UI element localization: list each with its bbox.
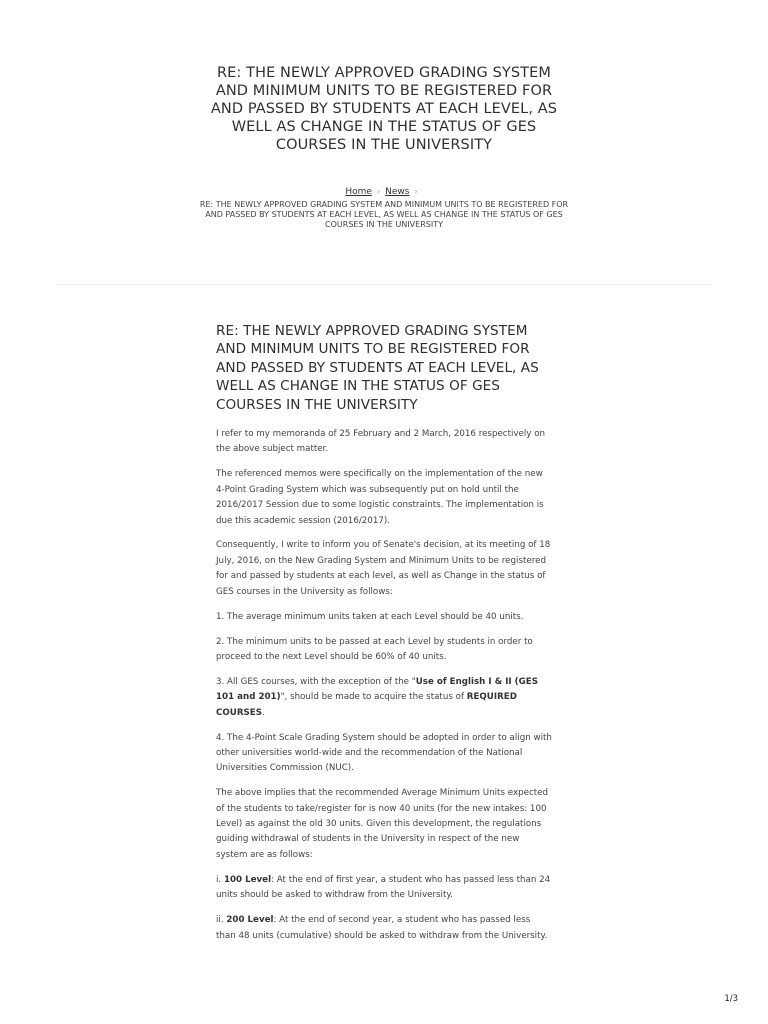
article-paragraph: I refer to my memoranda of 25 February and 2 March, 2016 respectively on the above subject matter.	[216, 429, 546, 455]
article-paragraph: The referenced memos were specifically on the implementation of the new 4-Point Grading System which was subsequently put on hold until the 2016/2017 Session due to some logistic constraints. The implementation is due this academic session (2016/2017).	[216, 469, 544, 526]
rule-numeral: ii.	[216, 915, 227, 926]
withdrawal-rule-200-level	[216, 913, 552, 944]
list-item-2: 2. The minimum units to be passed at each Level by students in order to proceed to the next Level should be 60% of 40 units.	[216, 636, 533, 662]
breadcrumb-links	[190, 186, 578, 198]
article-paragraph: Consequently, I write to inform you of Senate's decision, at its meeting of 18 July, 2016, on the New Grading System and Minimum Units to be registered for and passed by students at each level, as well as Change in the status of GES courses in the University as follows:	[216, 540, 551, 597]
ges-course-name: Use of English I & II (GES 101 and 201)	[216, 676, 538, 703]
rule-numeral: i.	[216, 874, 224, 885]
breadcrumb-current: RE: THE NEWLY APPROVED GRADING SYSTEM AND MINIMUM UNITS TO BE REGISTERED FOR AND PASSED BY STUDENTS AT EACH LEVEL, AS WELL AS CHANGE IN THE STATUS OF GES COURSES IN THE UNIVERSITY	[199, 200, 569, 229]
breadcrumb-separator-icon: ›	[414, 187, 418, 196]
list-item-4: 4. The 4-Point Scale Grading System should be adopted in order to align with other universities world-wide and the recommendation of the National Universities Commission (NUC).	[216, 732, 552, 774]
list-item-1: 1. The average minimum units taken at each Level should be 40 units.	[216, 611, 524, 622]
list-item-3-text: .	[261, 707, 265, 718]
rule-text: : At the end of second year, a student who has passed less than 48 units (cumulative) should be asked to withdraw from the University.	[216, 915, 548, 941]
list-item-3	[216, 675, 552, 721]
list-item-3-text: ", should be made to acquire the status of	[280, 692, 467, 703]
article-title: RE: THE NEWLY APPROVED GRADING SYSTEM AND MINIMUM UNITS TO BE REGISTERED FOR AND PASSED BY STUDENTS AT EACH LEVEL, AS WELL AS CHANGE IN THE STATUS OF GES COURSES IN THE UNIVERSITY	[216, 323, 539, 413]
withdrawal-rule-100-level	[216, 873, 552, 904]
breadcrumb	[190, 186, 578, 230]
breadcrumb-separator-icon: ›	[376, 187, 381, 196]
rule-text: : At the end of first year, a student who has passed less than 24 units should be asked to withdraw from the University.	[216, 874, 551, 901]
list-item-3-text: 3. All GES courses, with the exception of the "	[216, 676, 416, 687]
breadcrumb-home-link[interactable]: Home	[345, 187, 372, 197]
page-title: RE: THE NEWLY APPROVED GRADING SYSTEM AND MINIMUM UNITS TO BE REGISTERED FOR AND PASSED BY STUDENTS AT EACH LEVEL, AS WELL AS CHANGE IN THE STATUS OF GES COURSES IN THE UNIVERSITY	[210, 65, 558, 153]
article-paragraph: The above implies that the recommended Average Minimum Units expected of the students to take/register for is now 40 units (for the new intakes: 100 Level) as against the old 30 units. Given this development, the regulations guiding withdrawal of students in the University in respect of the new system are as follows:	[216, 788, 548, 860]
section-divider	[56, 284, 712, 285]
page-number: 1/3	[724, 994, 738, 1004]
required-courses-label: REQUIRED COURSES	[216, 692, 517, 718]
article	[216, 322, 552, 953]
breadcrumb-news-link[interactable]: News	[385, 187, 410, 197]
level-label: 100 Level	[223, 874, 272, 885]
level-label: 200 Level	[226, 915, 274, 926]
